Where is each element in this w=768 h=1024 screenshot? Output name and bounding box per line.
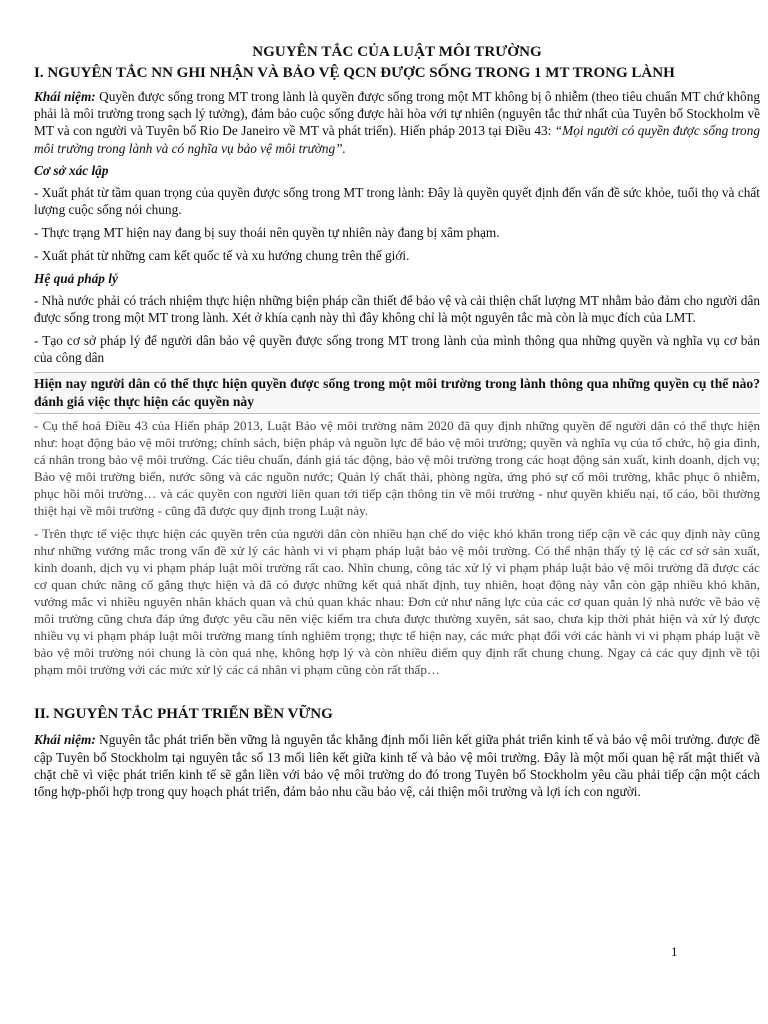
- concept-label: Khái niệm:: [34, 89, 96, 104]
- constitution-quote: “Mọi người có quyền được sống trong môi trường trong lành và có nghĩa vụ bảo vệ môi trường”.: [34, 123, 760, 156]
- section-1-concept: [34, 88, 760, 157]
- concept-text: Nguyên tắc phát triển bền vững là nguyên tắc khẳng định mối liên kết giữa phát triển kinh tế và bảo vệ môi trường. được đề cập Tuyên bố Stockholm tại nguyên tắc số 13 mối liên kết giữa kinh tế và bảo vệ môi trường. Đây là một mối quan hệ rất mật thiết và chặt chẽ vì việc phát triển kinh tế sẽ gắn liền với bảo vệ môi trường do đó trong Tuyên bố Stockholm yêu cầu phải tiếp cận một cách tổng hợp-phối hợp trong quy hoạch phát triển, đảm bảo nhu cầu bảo vệ, cải thiện môi trường và lợi ích con người.: [34, 732, 760, 800]
- concept-label: Khái niệm:: [34, 732, 96, 748]
- basis-item: - Thực trạng MT hiện nay đang bị suy thoái nên quyền tự nhiên này đang bị xâm phạm.: [34, 225, 500, 241]
- section-2-heading: II. NGUYÊN TẮC PHÁT TRIỂN BỀN VỮNG: [34, 706, 333, 723]
- question-box: [34, 372, 760, 414]
- legal-consequence-heading: Hệ quả pháp lý: [34, 270, 118, 286]
- answer-paragraph: - Cụ thể hoá Điều 43 của Hiến pháp 2013, Luật Bảo vệ môi trường năm 2020 đã quy định những quyền để người dân có thể thực hiện như: hoạt động bảo vệ môi trường; chính sách, biện pháp và nguồn lực để bảo vệ môi trường; quyền và nghĩa vụ của tổ chức, hộ gia đình, cá nhân trong bảo vệ môi trường. Các tiêu chuẩn, đánh giá tác động, bảo vệ môi trường trong các hoạt động sản xuất, kinh doanh, dịch vụ; Bảo vệ môi trường biển, nước sông và các nguồn nước; Quản lý chất thải, phòng ngừa, ứng phó sự cố môi trường, khắc phục ô nhiễm, phục hồi môi trường… và các quyền con người liên quan tới tiếp cận thông tin về môi trường - như quyền khiếu nại, tố cáo, bồi thường thiệt hại về môi trường - cũng đã được quy định trong Luật này.: [34, 418, 760, 519]
- document-title: NGUYÊN TẮC CỦA LUẬT MÔI TRƯỜNG: [252, 44, 542, 60]
- concept-text: Quyền được sống trong MT trong lành là quyền được sống trong một MT không bị ô nhiễm (theo tiêu chuẩn MT chứ không phải là môi trường trong sạch lý tưởng), đảm bảo cuộc sống được hài hòa với tự nhiên (nguyên tắc thứ nhất của Tuyên bố Stockholm về MT và con người và Tuyên bố Rio De Janeiro về MT và phát triển). Hiến pháp 2013 tại Điều 43:: [34, 89, 760, 139]
- document-page: [34, 44, 760, 806]
- legal-item: - Tạo cơ sở pháp lý để người dân bảo vệ quyền được sống trong MT trong lành của mình thông qua những quyền và nghĩa vụ cơ bản của công dân: [34, 333, 760, 366]
- basis-heading: Cơ sở xác lập: [34, 162, 109, 178]
- legal-item: - Nhà nước phải có trách nhiệm thực hiện những biện pháp cần thiết để bảo vệ và cải thiện chất lượng MT nhằm bảo đảm cho người dân được sống trong một MT trong lành. Xét ở khía cạnh này thì đây không chỉ là một nguyên tắc mà còn là mục đích của LMT.: [34, 292, 760, 325]
- basis-item: - Xuất phát từ những cam kết quốc tế và xu hướng chung trên thế giới.: [34, 248, 410, 264]
- question-heading: Hiện nay người dân có thể thực hiện quyền được sống trong một môi trường trong lành thông qua những quyền cụ thể nào? đánh giá việc thực hiện các quyền này: [34, 376, 760, 410]
- answer-paragraph: - Trên thực tế việc thực hiện các quyền trên của người dân còn nhiều hạn chế do việc khó khăn trong tiếp cận về các quy định này cũng như những vướng mắc trong vấn đề xử lý các hành vi vi phạm pháp luật bảo vệ môi trường. Có thể nhận thấy tỷ lệ các cơ sở sản xuất, kinh doanh, dịch vụ vi phạm pháp luật môi trường rất cao. Nhìn chung, công tác xử lý vi phạm pháp luật bảo vệ môi trường đã được các cơ quan chức năng cố gắng thực hiện và đã có được những kết quả nhất định, tuy nhiên, hoạt động này vẫn còn gặp nhiều khó khăn, vướng mắc vì nhiều nguyên nhân khách quan và chủ quan khác nhau: Đơn cử như năng lực của các cơ quan quản lý nhà nước về bảo vệ môi trường cũng chưa đáp ứng được yêu cầu nên việc kiểm tra chưa được thường xuyên, sát sao, chưa kịp thời phát hiện và xử lý được nhiều vụ vi phạm pháp luật môi trường mang tính nghiêm trọng; thực tế hiện nay, các mức phạt đối với các hành vi vi phạm pháp luật về bảo vệ môi trường nói chung là còn quá nhẹ, không hợp lý và còn nhiều điểm quy định rất chung chung. Ngay cả các quy định về tội phạm môi trường với các mức xử lý các cá nhân vi phạm cũng còn rất thấp…: [34, 526, 760, 678]
- basis-item: - Xuất phát từ tầm quan trọng của quyền được sống trong MT trong lành: Đây là quyền quyết định đến vấn đề sức khỏe, tuổi thọ và chất lượng cuộc sống nói chung.: [34, 184, 760, 218]
- section-2-concept: [34, 731, 760, 800]
- section-1-heading: I. NGUYÊN TẮC NN GHI NHẬN VÀ BẢO VỆ QCN ĐƯỢC SỐNG TRONG 1 MT TRONG LÀNH: [34, 65, 675, 81]
- page-number: 1: [671, 944, 678, 959]
